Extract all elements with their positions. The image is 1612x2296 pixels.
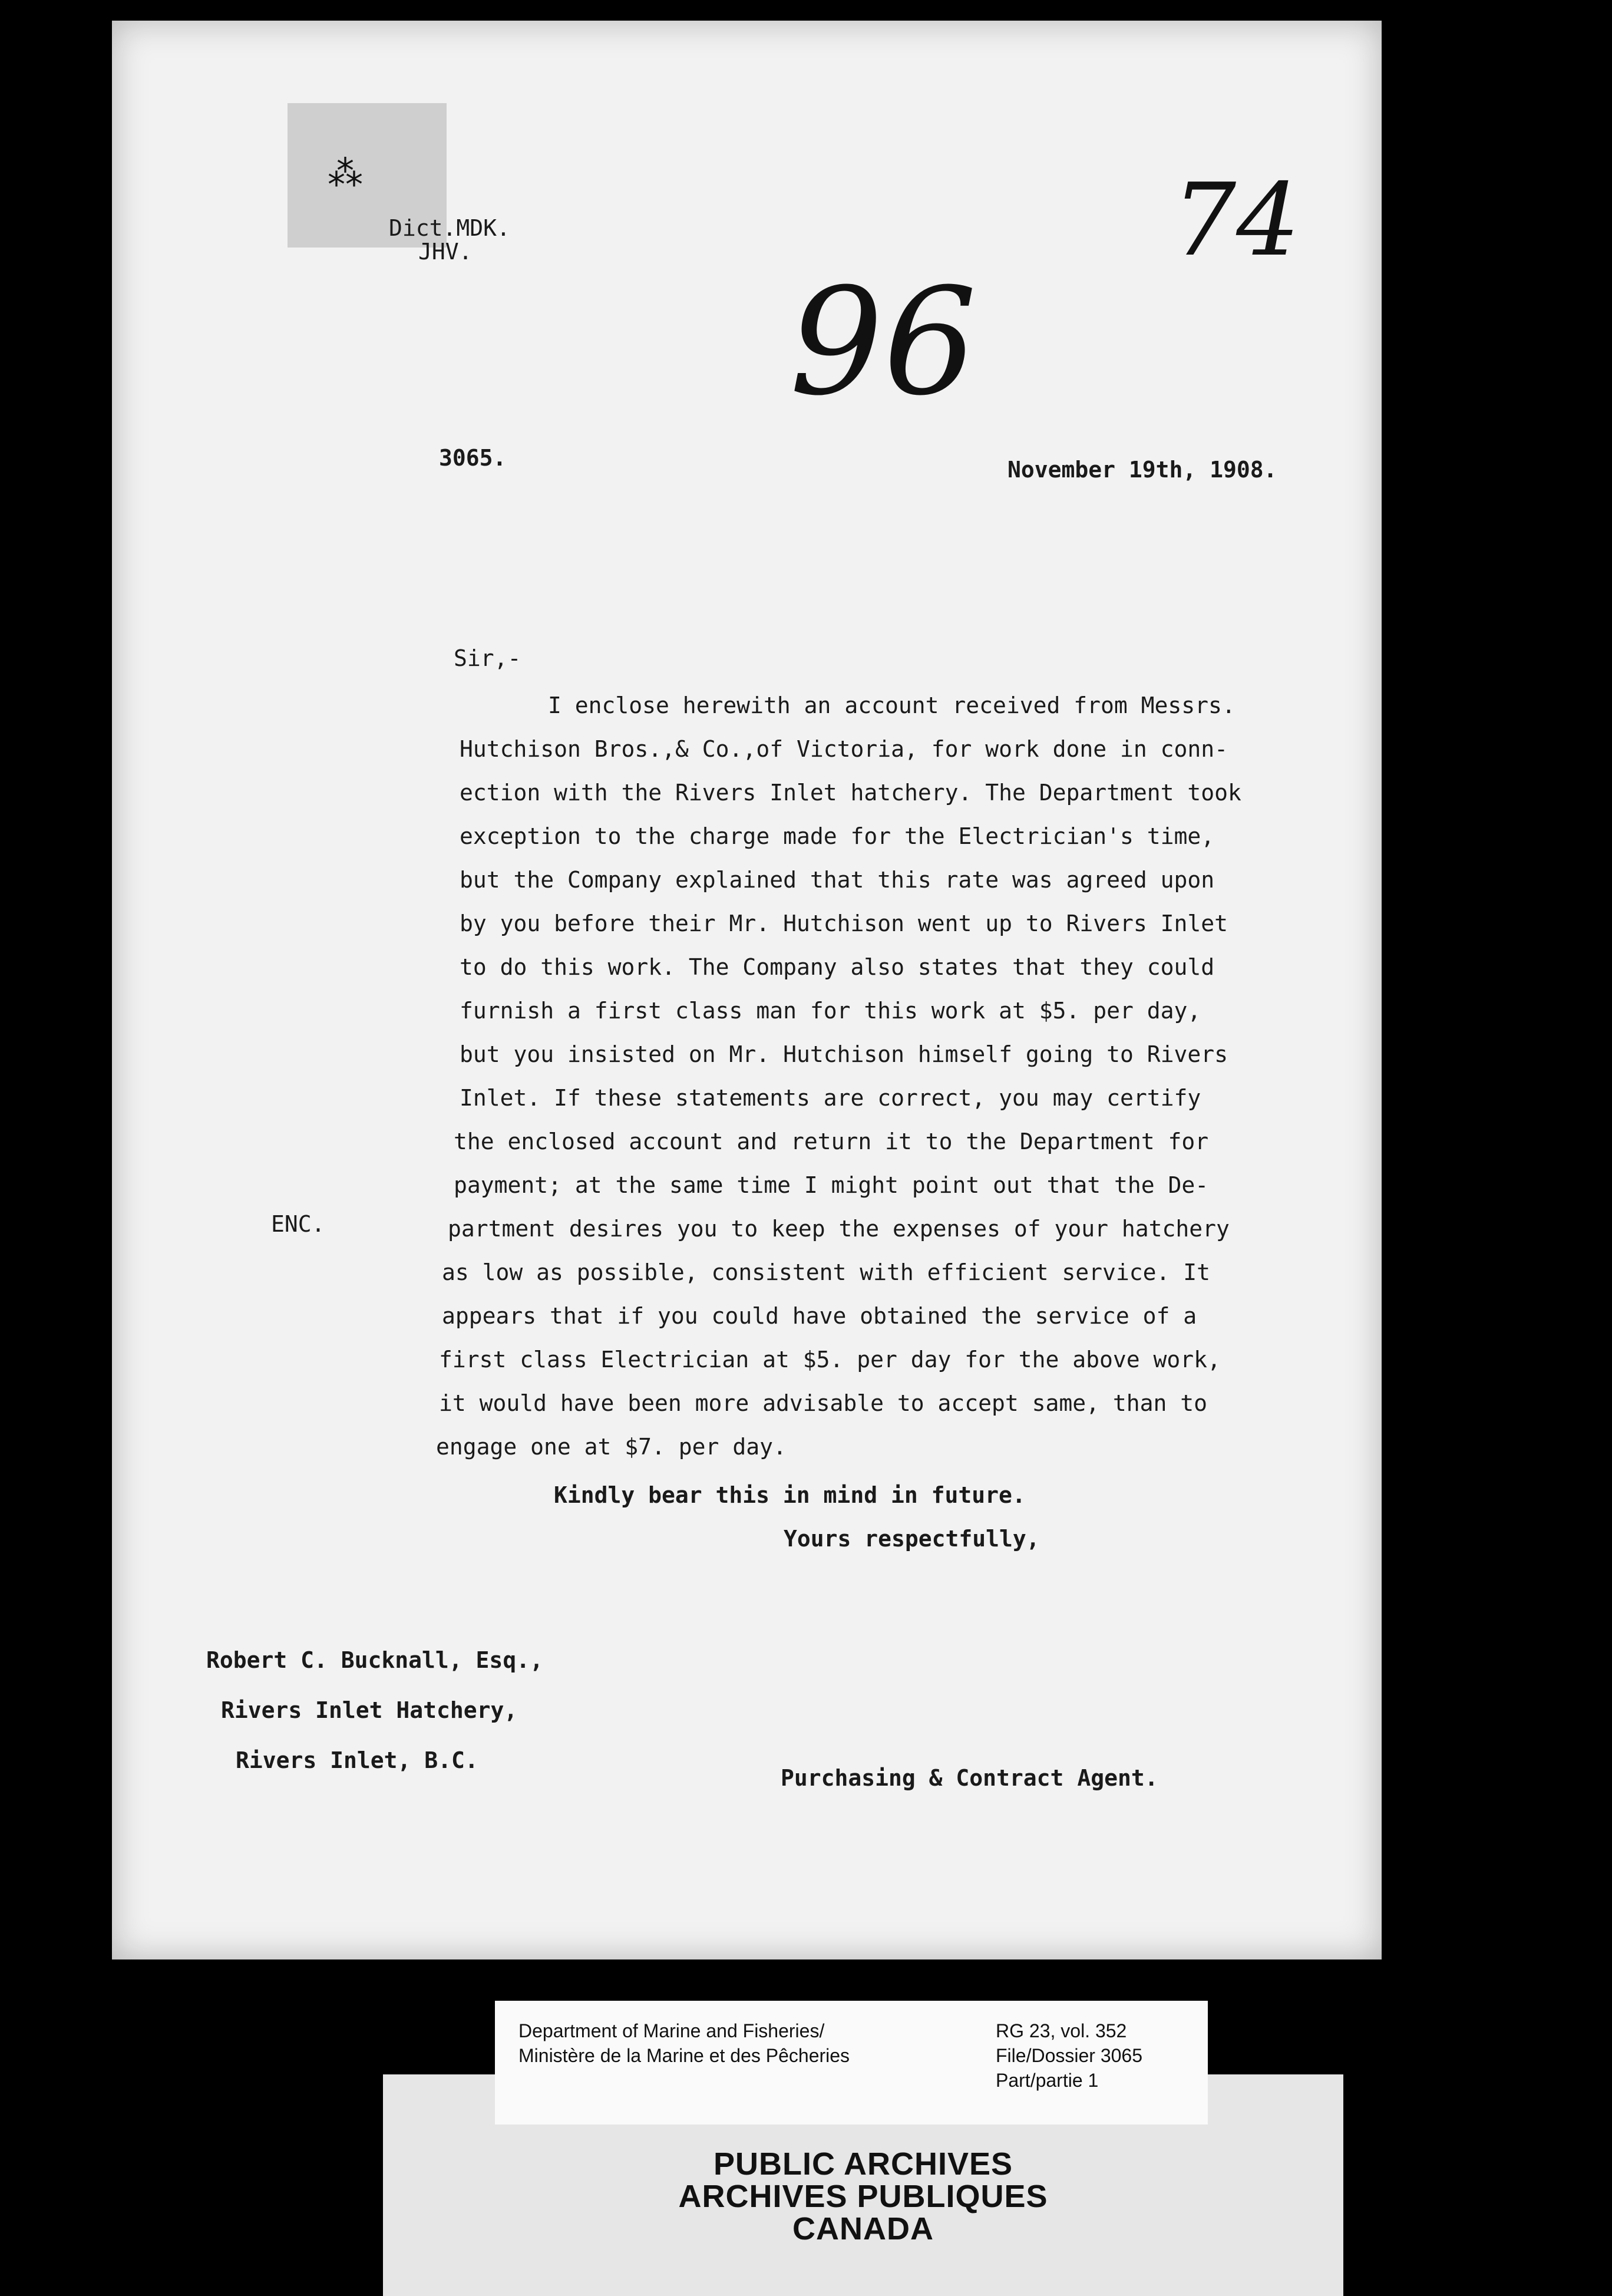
body-line: Inlet. If these statements are correct, you may certify [460, 1085, 1201, 1111]
department-name [518, 2018, 850, 2068]
recipient-name: Robert C. Bucknall, Esq., [206, 1647, 543, 1673]
handwritten-page-number: 74 [1172, 162, 1300, 279]
body-line: exception to the charge made for the Electrician's time, [460, 823, 1215, 849]
handwritten-margin-mark: 96 [790, 256, 977, 428]
letter-page [112, 21, 1382, 1959]
recipient-organization: Rivers Inlet Hatchery, [221, 1697, 518, 1723]
body-line: Hutchison Bros.,& Co.,of Victoria, for work done in conn- [460, 736, 1228, 762]
dictation-initials-2: JHV. [418, 239, 473, 265]
body-line: partment desires you to keep the expenses of your hatchery [448, 1216, 1230, 1242]
body-line: engage one at $7. per day. [436, 1434, 787, 1460]
body-line: the enclosed account and return it to the Department for [454, 1129, 1209, 1154]
enclosure-note: ENC. [271, 1211, 325, 1237]
body-line: payment; at the same time I might point out that the De- [454, 1172, 1209, 1198]
staple-icon: ⁂ [328, 153, 363, 194]
sign-off: Yours respectfully, [784, 1526, 1040, 1552]
body-line: but you insisted on Mr. Hutchison himself going to Rivers [460, 1041, 1228, 1067]
stamp-line-1: PUBLIC ARCHIVES [713, 2146, 1013, 2182]
body-line: ection with the Rivers Inlet hatchery. The Department took [460, 780, 1241, 806]
file-number: 3065. [439, 445, 507, 471]
salutation: Sir,- [454, 645, 521, 671]
department-name-fr: Ministère de la Marine et des Pêcheries [518, 2045, 850, 2066]
stamp-line-2: ARCHIVES PUBLIQUES [678, 2179, 1048, 2214]
part-partie: Part/partie 1 [996, 2070, 1099, 2091]
body-line: I enclose herewith an account received from Messrs. [548, 692, 1236, 718]
body-line: but the Company explained that this rate was agreed upon [460, 867, 1215, 893]
body-line: appears that if you could have obtained the service of a [442, 1303, 1197, 1329]
dictation-initials-1: Dict.MDK. [389, 215, 510, 241]
stamp-line-3: CANADA [792, 2211, 934, 2246]
signatory-title: Purchasing & Contract Agent. [781, 1765, 1158, 1791]
letter-date: November 19th, 1908. [1008, 457, 1277, 483]
body-line: as low as possible, consistent with efficient service. It [442, 1259, 1211, 1285]
record-group: RG 23, vol. 352 [996, 2020, 1127, 2041]
department-name-en: Department of Marine and Fisheries/ [518, 2020, 825, 2041]
archive-reference [996, 2018, 1142, 2093]
body-line: by you before their Mr. Hutchison went up to Rivers Inlet [460, 911, 1228, 936]
body-line: it would have been more advisable to accept same, than to [439, 1390, 1208, 1416]
recipient-location: Rivers Inlet, B.C. [236, 1747, 478, 1773]
file-dossier: File/Dossier 3065 [996, 2045, 1142, 2066]
body-line: to do this work. The Company also states that they could [460, 954, 1215, 980]
closing-line: Kindly bear this in mind in future. [554, 1482, 1026, 1508]
body-line: furnish a first class man for this work at $5. per day, [460, 998, 1201, 1024]
body-line: first class Electrician at $5. per day for the above work, [439, 1347, 1221, 1373]
archive-reference-label [495, 2001, 1208, 2125]
